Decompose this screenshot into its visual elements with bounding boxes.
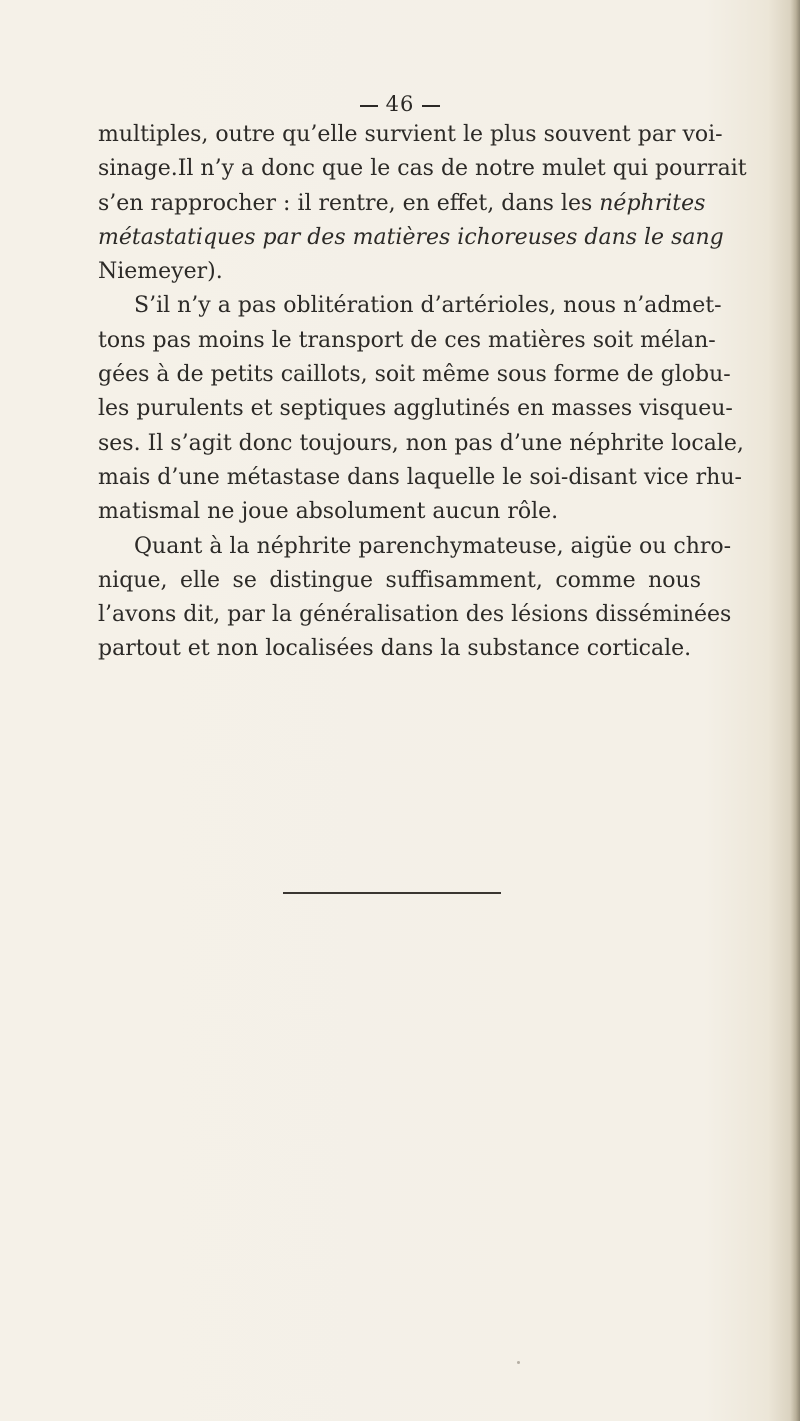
italic-term: néphrites: [599, 190, 706, 216]
paper-speck: [517, 1361, 520, 1364]
text-line-4: [98, 221, 724, 255]
text-line-9: les purulents et septiques agglutinés en masses visqueu-: [98, 396, 733, 422]
text-line-3: s’en rapprocher : il rentre, en effet, dans les néphrites: [98, 190, 706, 216]
italic-phrase: métastatiques par des matières ichoreuses dans le sang: [98, 224, 724, 250]
text-line-2: sinage.Il n’y a donc que le cas de notre mulet qui pourrait: [98, 156, 747, 182]
body-text: [98, 118, 747, 667]
text-line-15: l’avons dit, par la généralisation des lésions disséminées: [98, 602, 732, 628]
section-end-rule: [283, 892, 501, 894]
text-line-14: nique, elle se distingue suffisamment, comme nous: [98, 567, 701, 593]
page-edge-shadow: [790, 0, 800, 1421]
page-number-header: [0, 92, 800, 116]
text-line-10: ses. Il s’agit donc toujours, non pas d’une néphrite locale,: [98, 430, 744, 456]
text-line-12: matismal ne joue absolument aucun rôle.: [98, 499, 559, 525]
text-line-7: tons pas moins le transport de ces matières soit mélan-: [98, 327, 716, 353]
text-line-1: multiples, outre qu’elle survient le plus souvent par voi-: [98, 122, 723, 147]
text-line-5: Niemeyer).: [98, 259, 223, 285]
text-line-6: S’il n’y a pas oblitération d’artérioles, nous n’admet-: [134, 293, 722, 319]
text-line-11: mais d’une métastase dans laquelle le soi-disant vice rhu-: [98, 464, 742, 490]
right-ornament-dash: [422, 105, 440, 107]
page-number: 46: [385, 92, 415, 116]
text-line-16: partout et non localisées dans la substance corticale.: [98, 636, 692, 662]
left-ornament-dash: [360, 105, 378, 107]
text-line-8: gées à de petits caillots, soit même sous forme de globu-: [98, 362, 731, 388]
text-line-13: Quant à la néphrite parenchymateuse, aigüe ou chro-: [134, 533, 732, 559]
